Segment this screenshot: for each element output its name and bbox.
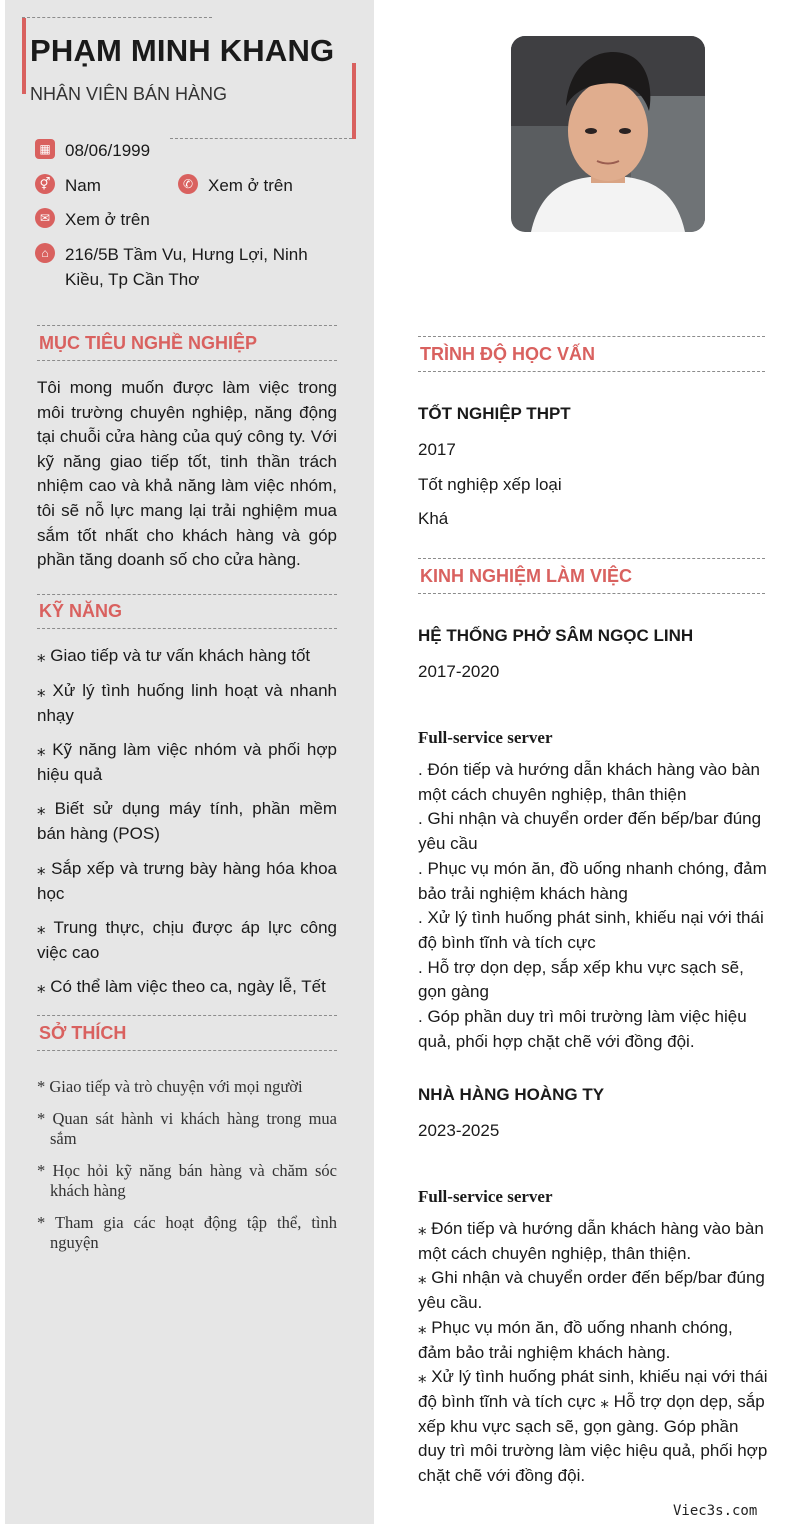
hobbies-heading (37, 1015, 337, 1051)
job-period: 2023-2025 (418, 1121, 500, 1140)
objective-text: Tôi mong muốn được làm việc trong môi trường chuyên nghiệp, năng động tại chuỗi cửa hàng của quý công ty. Với kỹ năng giao tiếp tốt, tinh thần trách nhiệm cao và khả năng làm việc nhóm, tôi sẽ nỗ lực mang lại trải nghiệm mua sắm tốt nhất cho khách hàng và góp phần tăng doanh số cho cửa hàng. (37, 378, 337, 570)
objective-heading-text: MỤC TIÊU NGHỀ NGHIỆP (39, 333, 258, 353)
hobbies-heading-text: SỞ THÍCH (39, 1023, 127, 1043)
education-heading (418, 336, 765, 372)
experience-heading (418, 558, 765, 594)
header-right-accent-bar (352, 63, 356, 139)
phone-value: Xem ở trên (208, 176, 293, 195)
skills-heading-text: KỸ NĂNG (39, 601, 123, 621)
skills-heading (37, 594, 337, 629)
job-company: HỆ THỐNG PHỞ SÂM NGỌC LINH (418, 626, 694, 645)
home-icon: ⌂ (35, 243, 55, 263)
gender-value: Nam (65, 176, 101, 195)
job-company: NHÀ HÀNG HOÀNG TY (418, 1085, 605, 1104)
profile-photo-illustration (511, 36, 705, 232)
objective-heading (37, 325, 337, 361)
education-degree: TỐT NGHIỆP THPT (418, 404, 571, 423)
job-role: Full-service server (418, 1187, 553, 1206)
gender-icon: ⚥ (35, 174, 55, 194)
top-dashed-divider (22, 17, 212, 18)
job-title: NHÂN VIÊN BÁN HÀNG (30, 84, 228, 104)
hobby-item: * Học hỏi kỹ năng bán hàng và chăm sóc khách hàng (37, 1161, 337, 1200)
calendar-icon: ▦ (35, 139, 55, 159)
experience-heading-text: KINH NGHIỆM LÀM VIỆC (420, 566, 633, 586)
skill-item: ⁎ Biết sử dụng máy tính, phần mềm bán hàng (POS) (37, 799, 337, 843)
address-line-2: Kiều, Tp Cần Thơ (65, 270, 200, 289)
skill-item: ⁎ Xử lý tình huống linh hoạt và nhanh nhạy (37, 681, 337, 725)
hobby-item: * Giao tiếp và trò chuyện với mọi người (37, 1077, 303, 1096)
job-role: Full-service server (418, 728, 553, 747)
education-heading-text: TRÌNH ĐỘ HỌC VẤN (420, 344, 595, 364)
education-grade-line-1: Tốt nghiệp xếp loại (418, 475, 562, 494)
skill-item: ⁎ Giao tiếp và tư vấn khách hàng tốt (37, 646, 311, 665)
phone-icon: ✆ (178, 174, 198, 194)
email-icon: ✉ (35, 208, 55, 228)
skill-item: ⁎ Trung thực, chịu được áp lực công việc cao (37, 918, 337, 962)
skill-item: ⁎ Sắp xếp và trưng bày hàng hóa khoa học (37, 859, 337, 903)
education-grade-line-2: Khá (418, 509, 449, 528)
skill-item: ⁎ Kỹ năng làm việc nhóm và phối hợp hiệu quả (37, 740, 337, 784)
education-year: 2017 (418, 440, 456, 459)
address-line-1: 216/5B Tầm Vu, Hưng Lợi, Ninh (65, 245, 308, 264)
hobby-item: * Quan sát hành vi khách hàng trong mua sắm (37, 1109, 337, 1148)
skill-item: ⁎ Có thể làm việc theo ca, ngày lễ, Tết (37, 977, 326, 996)
job-duties: . Đón tiếp và hướng dẫn khách hàng vào bàn một cách chuyên nghiệp, thân thiện . Ghi nhận và chuyển order đến bếp/bar đúng yêu cầu . Phục vụ món ăn, đồ uống nhanh chóng, đảm bảo trải nghiệm khách hàng . Xử lý tình huống phát sinh, khiếu nại với thái độ bình tĩnh và tích cực . Hỗ trợ dọn dẹp, sắp xếp khu vực sạch sẽ, gọn gàng . Góp phần duy trì môi trường làm việc hiệu quả, phối hợp chặt chẽ với đồng đội. (418, 760, 767, 1051)
job-duties: ⁎ Đón tiếp và hướng dẫn khách hàng vào bàn một cách chuyên nghiệp, thân thiện. ⁎ Ghi nhận và chuyển order đến bếp/bar đúng yêu cầu. ⁎ Phục vụ món ăn, đồ uống nhanh chóng, đảm bảo trải nghiệm khách hàng. ⁎ Xử lý tình huống phát sinh, khiếu nại với thái độ bình tĩnh và tích cực ⁎ Hỗ trợ dọn dẹp, sắp xếp khu vực sạch sẽ, gọn gàng. Góp phần duy trì môi trường làm việc hiệu quả, phối hợp chặt chẽ với đồng đội. (418, 1219, 768, 1486)
email-value: Xem ở trên (65, 210, 150, 229)
header-dashed-divider (170, 138, 352, 139)
footer-brand: Viec3s.com (673, 1503, 758, 1519)
job-period: 2017-2020 (418, 662, 500, 681)
candidate-name: PHẠM MINH KHANG (30, 33, 335, 68)
hobby-item: * Tham gia các hoạt động tập thể, tình nguyện (37, 1213, 337, 1252)
birthday-value: 08/06/1999 (65, 141, 151, 160)
profile-photo (511, 36, 705, 232)
name-accent-bar (22, 18, 26, 94)
